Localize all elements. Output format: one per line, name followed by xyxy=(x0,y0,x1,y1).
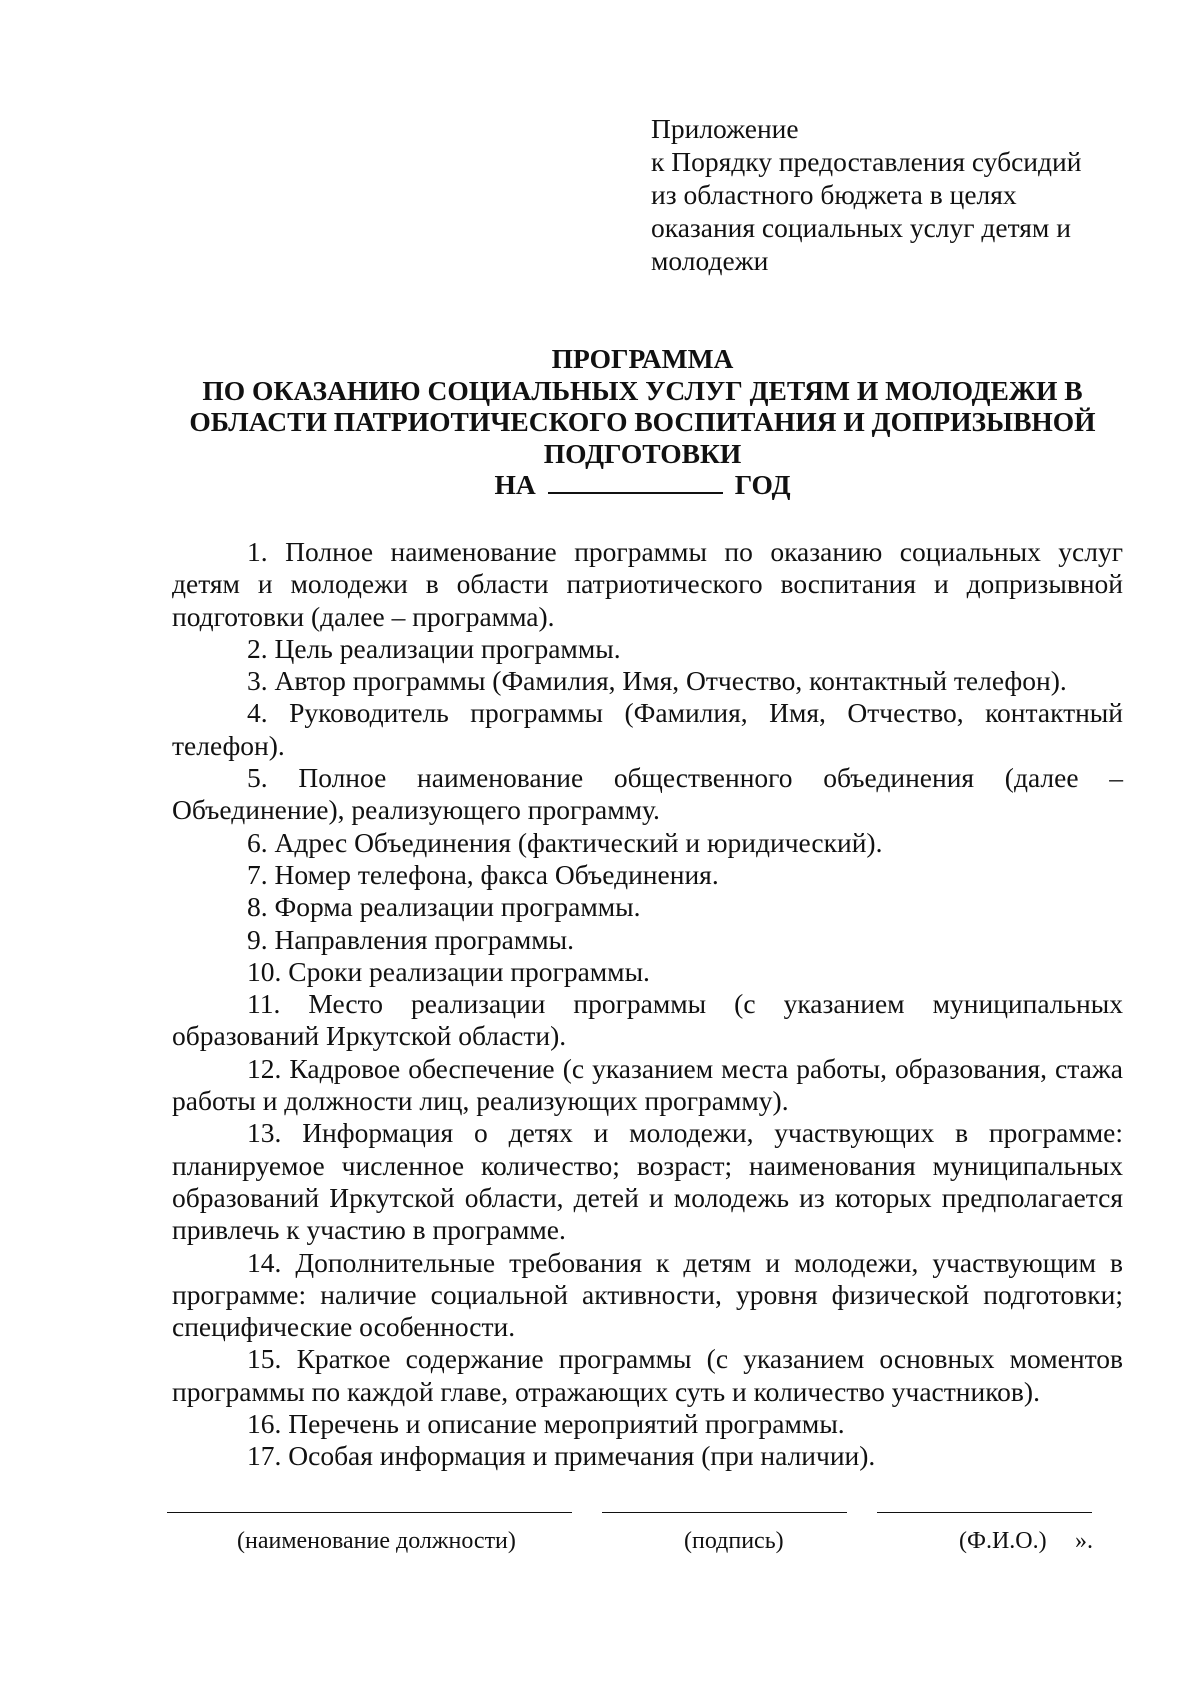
list-item: 14. Дополнительные требования к детям и молодежи, участвующим в программе: наличие социальной активности, уровня физической подготовки; специфические особенности. xyxy=(172,1246,1123,1343)
list-item: 15. Краткое содержание программы (с указанием основных моментов программы по каждой главе, отражающих суть и количество участников). xyxy=(172,1343,1123,1407)
signature-block xyxy=(167,1512,1137,1592)
list-item: 7. Номер телефона, факса Объединения. xyxy=(247,858,719,890)
name-signature-line[interactable] xyxy=(877,1512,1092,1513)
closing-quote: ». xyxy=(1075,1528,1093,1554)
name-label: (Ф.И.О.) xyxy=(959,1528,1047,1554)
signature-line[interactable] xyxy=(602,1512,847,1513)
appendix-block xyxy=(651,112,1131,277)
appendix-line: оказания социальных услуг детям и xyxy=(651,212,1071,243)
title-line: ПО ОКАЗАНИЮ СОЦИАЛЬНЫХ УСЛУГ ДЕТЯМ И МОЛОДЕЖИ В xyxy=(202,374,1083,406)
list-item: 11. Место реализации программы (с указанием муниципальных образований Иркутской области). xyxy=(172,988,1123,1052)
list-item: 13. Информация о детях и молодежи, участвующих в программе: планируемое численное количество; возраст; наименования муниципальных образований Иркутской области, детей и молодежь из которых предполагается привлечь к участию в программе. xyxy=(172,1117,1123,1246)
appendix-line: из областного бюджета в целях xyxy=(651,179,1017,210)
list-item: 2. Цель реализации программы. xyxy=(247,632,621,664)
document-title xyxy=(160,343,1125,501)
program-items-list xyxy=(172,536,1123,1473)
signature-label: (подпись) xyxy=(684,1528,784,1554)
list-item: 1. Полное наименование программы по оказанию социальных услуг детям и молодежи в области патриотического воспитания и допризывной подготовки (далее – программа). xyxy=(172,536,1123,632)
position-signature-line[interactable] xyxy=(167,1512,572,1513)
appendix-line: молодежи xyxy=(651,245,769,276)
year-suffix: ГОД xyxy=(734,469,791,500)
appendix-line: к Порядку предоставления субсидий xyxy=(651,146,1082,177)
year-blank-field[interactable] xyxy=(548,470,723,494)
list-item: 6. Адрес Объединения (фактический и юридический). xyxy=(247,826,883,858)
list-item: 3. Автор программы (Фамилия, Имя, Отчество, контактный телефон). xyxy=(247,665,1067,697)
position-label: (наименование должности) xyxy=(237,1528,516,1554)
title-line: ПРОГРАММА xyxy=(551,343,734,374)
list-item: 4. Руководитель программы (Фамилия, Имя, Отчество, контактный телефон). xyxy=(172,697,1123,761)
list-item: 8. Форма реализации программы. xyxy=(247,891,641,923)
title-line: ПОДГОТОВКИ xyxy=(543,437,742,469)
year-prefix: НА xyxy=(494,469,536,500)
list-item: 10. Сроки реализации программы. xyxy=(247,955,650,987)
title-year-line xyxy=(160,469,1125,501)
list-item: 16. Перечень и описание мероприятий программы. xyxy=(247,1408,845,1440)
list-item: 17. Особая информация и примечания (при наличии). xyxy=(247,1440,876,1472)
title-line: ОБЛАСТИ ПАТРИОТИЧЕСКОГО ВОСПИТАНИЯ И ДОПРИЗЫВНОЙ xyxy=(189,406,1096,437)
list-item: 9. Направления программы. xyxy=(247,923,574,955)
list-item: 5. Полное наименование общественного объединения (далее – Объединение), реализующего программу. xyxy=(172,762,1123,826)
list-item: 12. Кадровое обеспечение (с указанием места работы, образования, стажа работы и должности лиц, реализующих программу). xyxy=(172,1052,1123,1117)
appendix-line: Приложение xyxy=(651,113,799,144)
